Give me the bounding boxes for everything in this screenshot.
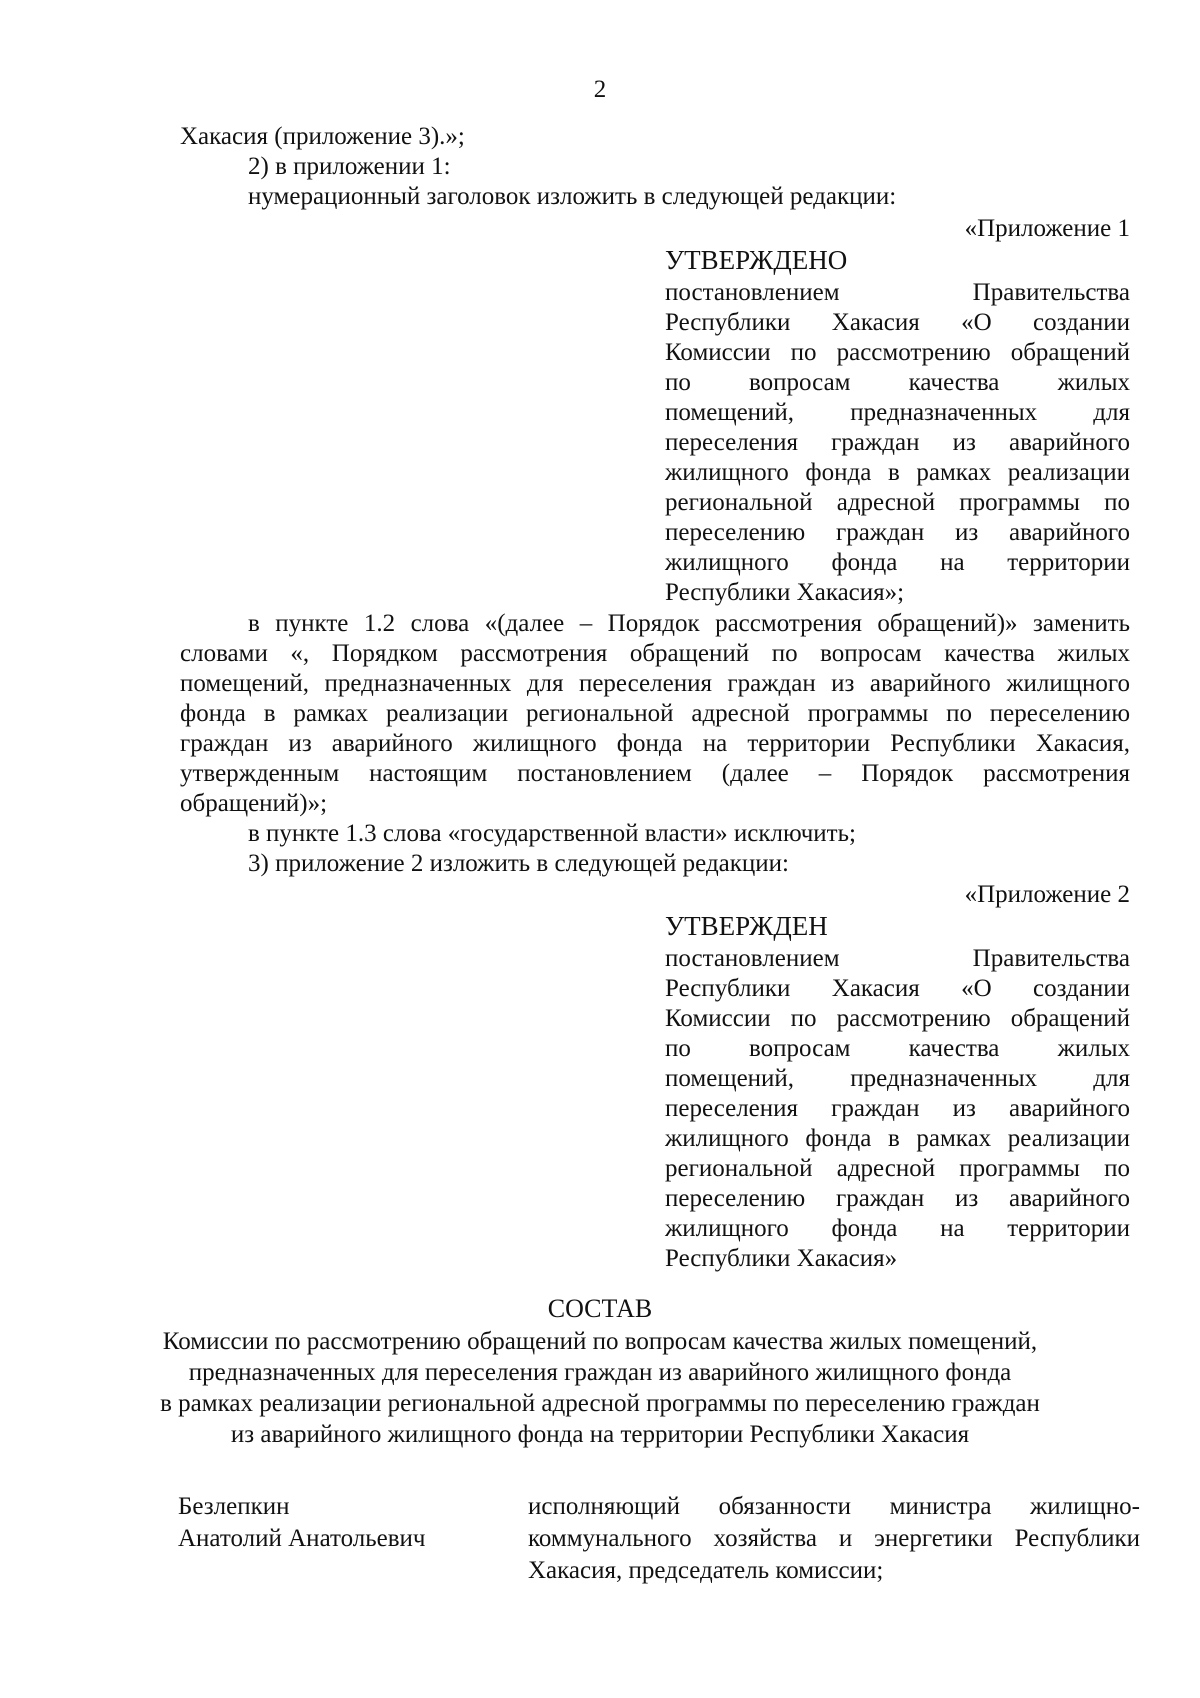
appendix-1-approval-block	[665, 214, 1130, 608]
text-line: Хакасия (приложение 3).»;	[180, 123, 465, 150]
text-line: нумерационный заголовок изложить в следующей редакции:	[248, 183, 897, 210]
approval-line: постановлением Правительства	[665, 279, 1130, 306]
text-line: в пункте 1.3 слова «государственной власти» исключить;	[248, 820, 856, 847]
approval-line: по вопросам качества жилых	[665, 369, 1130, 396]
text-line: фонда в рамках реализации региональной адресной программы по переселению	[180, 700, 1130, 727]
text-line: 3) приложение 2 изложить в следующей редакции:	[248, 850, 789, 877]
approval-line: Комиссии по рассмотрению обращений	[665, 339, 1130, 366]
approval-line: жилищного фонда в рамках реализации	[665, 1125, 1130, 1152]
member-name	[178, 1491, 478, 1555]
member-given-names: Анатолий Анатольевич	[178, 1525, 426, 1552]
approval-heading: УТВЕРЖДЕНО	[665, 245, 848, 275]
text-line: помещений, предназначенных для переселения граждан из аварийного жилищного	[180, 670, 1130, 697]
approval-line: Республики Хакасия»;	[665, 579, 905, 606]
approval-line: Республики Хакасия «О создании	[665, 309, 1130, 336]
approval-line: помещений, предназначенных для	[665, 399, 1130, 426]
approval-line: жилищного фонда в рамках реализации	[665, 459, 1130, 486]
text-line: обращений)»;	[180, 790, 328, 817]
section-title: СОСТАВ	[547, 1294, 653, 1323]
approval-line: переселению граждан из аварийного	[665, 519, 1130, 546]
approval-heading: УТВЕРЖДЕН	[665, 911, 828, 941]
member-surname: Безлепкин	[178, 1493, 290, 1520]
appendix-label: «Приложение 2	[964, 881, 1130, 908]
approval-line: жилищного фонда на территории	[665, 1215, 1130, 1242]
approval-line: постановлением Правительства	[665, 945, 1130, 972]
appendix-label: «Приложение 1	[964, 215, 1130, 242]
text-line: словами «, Порядком рассмотрения обращений по вопросам качества жилых	[180, 640, 1130, 667]
approval-line: жилищного фонда на территории	[665, 549, 1130, 576]
approval-line: Комиссии по рассмотрению обращений	[665, 1005, 1130, 1032]
role-line: коммунального хозяйства и энергетики Республики	[528, 1525, 1140, 1552]
section-subtitle-line: в рамках реализации региональной адресной программы по переселению граждан	[160, 1390, 1040, 1417]
approval-line: переселения граждан из аварийного	[665, 429, 1130, 456]
section-subtitle-line: из аварийного жилищного фонда на территории Республики Хакасия	[230, 1421, 970, 1448]
commission-composition-header	[0, 1293, 1200, 1450]
role-line: исполняющий обязанности министра жилищно-	[528, 1493, 1140, 1520]
section-subtitle-line: Комиссии по рассмотрению обращений по вопросам качества жилых помещений,	[162, 1328, 1038, 1355]
section-subtitle-line: предназначенных для переселения граждан из аварийного жилищного фонда	[188, 1359, 1012, 1386]
role-line: Хакасия, председатель комиссии;	[528, 1557, 884, 1584]
approval-line: региональной адресной программы по	[665, 489, 1130, 516]
approval-line: региональной адресной программы по	[665, 1155, 1130, 1182]
amendment-text	[180, 609, 1130, 879]
approval-line: Республики Хакасия «О создании	[665, 975, 1130, 1002]
intro-text	[180, 122, 1130, 212]
approval-line: переселению граждан из аварийного	[665, 1185, 1130, 1212]
text-line: утвержденным настоящим постановлением (далее – Порядок рассмотрения	[180, 760, 1130, 787]
approval-line: помещений, предназначенных для	[665, 1065, 1130, 1092]
approval-line: по вопросам качества жилых	[665, 1035, 1130, 1062]
appendix-2-approval-block	[665, 880, 1130, 1274]
approval-line: Республики Хакасия»	[665, 1245, 898, 1272]
text-line: 2) в приложении 1:	[248, 153, 451, 180]
approval-line: переселения граждан из аварийного	[665, 1095, 1130, 1122]
text-line: граждан из аварийного жилищного фонда на территории Республики Хакасия,	[180, 730, 1130, 757]
text-line: в пункте 1.2 слова «(далее – Порядок рассмотрения обращений)» заменить	[248, 610, 1130, 637]
member-role	[528, 1491, 1140, 1587]
page-number: 2	[593, 76, 607, 103]
